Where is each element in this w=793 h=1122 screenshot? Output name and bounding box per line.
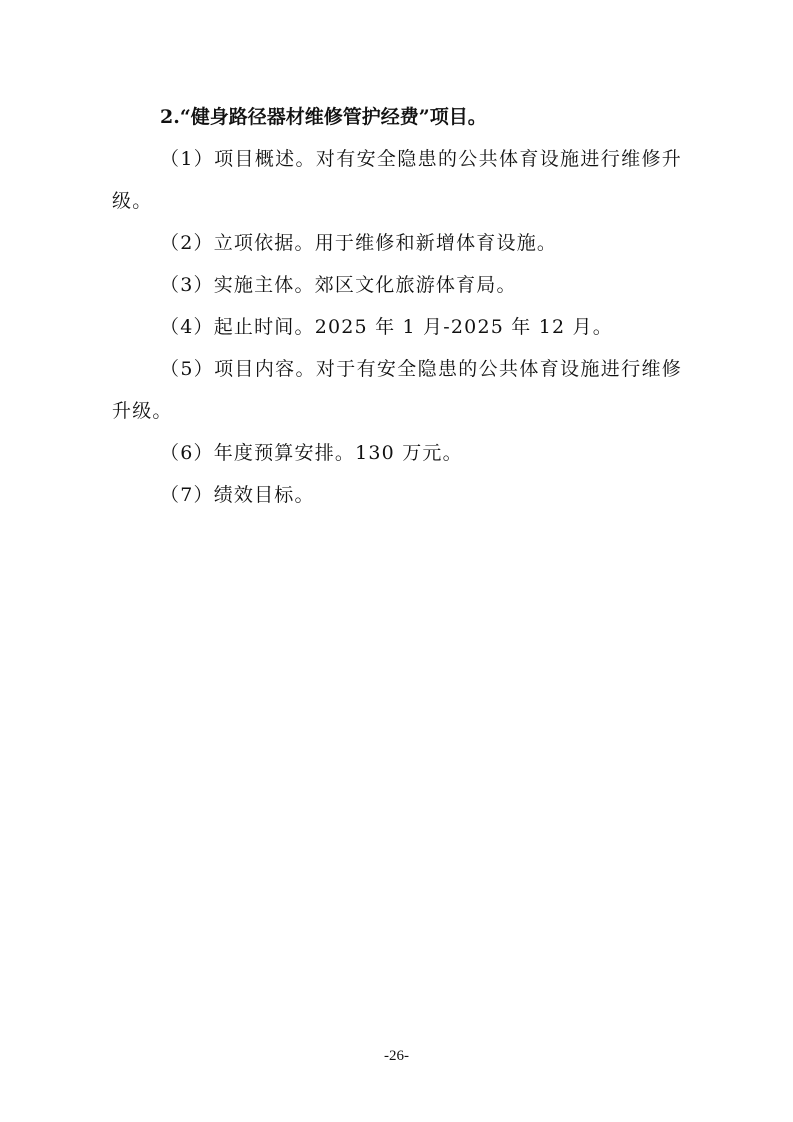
paragraph-performance-goals: （7）绩效目标。	[160, 484, 315, 506]
paragraph-annual-budget: （6）年度预算安排。130 万元。	[160, 442, 463, 464]
paragraph-implementing-body: （3）实施主体。郊区文化旅游体育局。	[160, 274, 517, 296]
paragraph-basis: （2）立项依据。用于维修和新增体育设施。	[160, 232, 558, 254]
document-body	[112, 96, 682, 516]
page-number: -26-	[384, 1048, 409, 1064]
paragraph-time-period: （4）起止时间。2025 年 1 月-2025 年 12 月。	[160, 316, 613, 338]
paragraph-project-overview: （1）项目概述。对有安全隐患的公共体育设施进行维修升级。	[112, 148, 682, 212]
section-heading: 2.“健身路径器材维修管护经费”项目。	[160, 106, 487, 128]
paragraph-project-content: （5）项目内容。对于有安全隐患的公共体育设施进行维修升级。	[112, 358, 682, 422]
